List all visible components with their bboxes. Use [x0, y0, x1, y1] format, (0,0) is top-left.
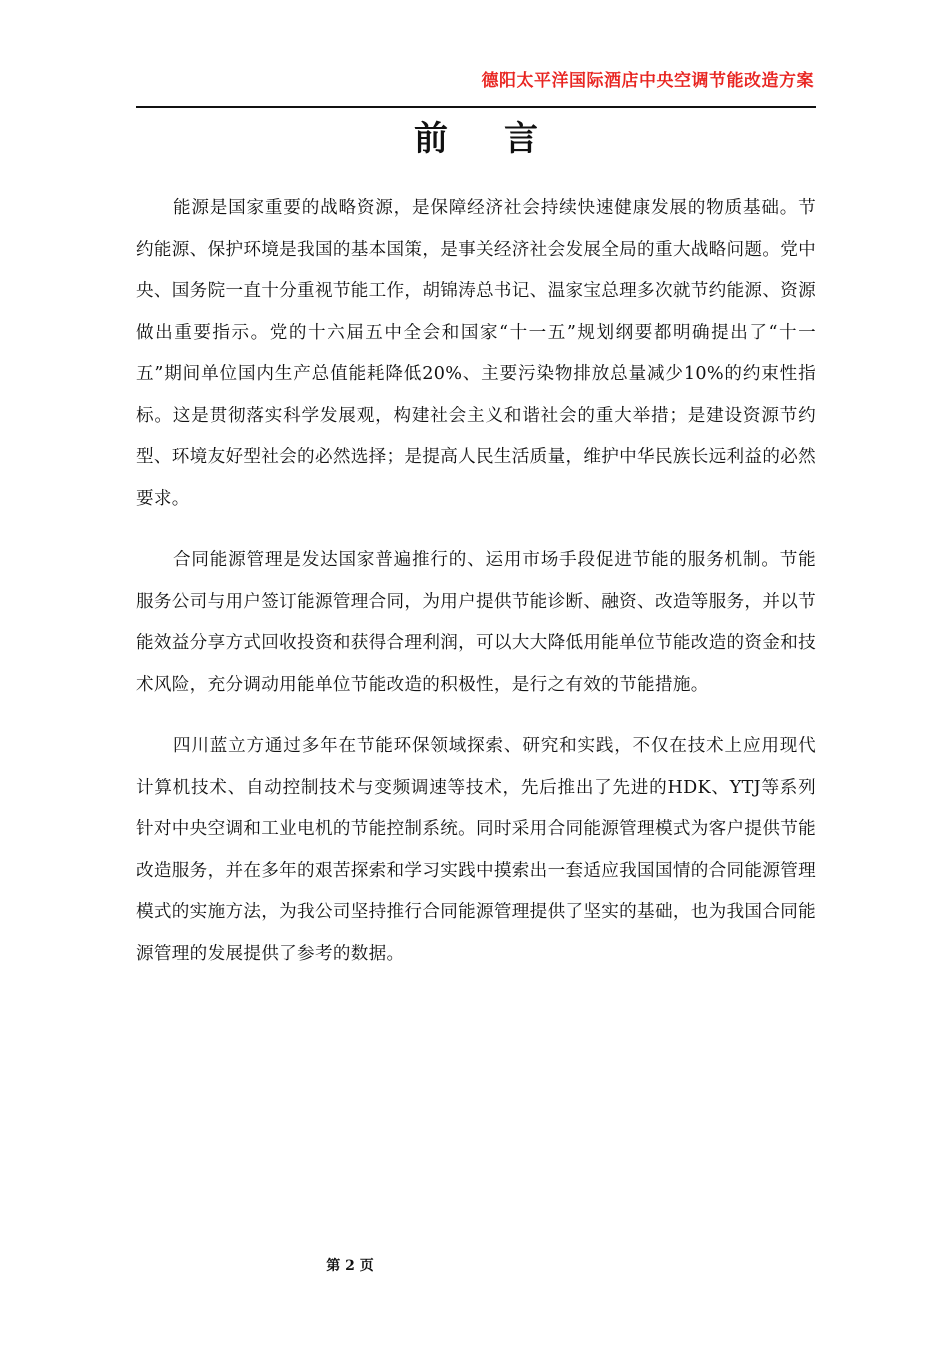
document-title: 前言	[414, 119, 594, 159]
header-title: 德阳太平洋国际酒店中央空调节能改造方案	[481, 71, 814, 91]
paragraph-3: 四川蓝立方通过多年在节能环保领域探索、研究和实践，不仅在技术上应用现代计算机技术、自动控制技术与变频调速等技术，先后推出了先进的HDK、YTJ等系列针对中央空调和工业电机的节能控制系统。同时采用合同能源管理模式为客户提供节能改造服务，并在多年的艰苦探索和学习实践中摸索出一套适应我国国情的合同能源管理模式的实施方法，为我公司坚持推行合同能源管理提供了坚实的基础，也为我国合同能源管理的发展提供了参考的数据。	[136, 736, 816, 964]
paragraph-2: 合同能源管理是发达国家普遍推行的、运用市场手段促进节能的服务机制。节能服务公司与用户签订能源管理合同，为用户提供节能诊断、融资、改造等服务，并以节能效益分享方式回收投资和获得合理利润，可以大大降低用能单位节能改造的资金和技术风险，充分调动用能单位节能改造的积极性，是行之有效的节能措施。	[136, 550, 816, 695]
paragraph-1: 能源是国家重要的战略资源，是保障经济社会持续快速健康发展的物质基础。节约能源、保护环境是我国的基本国策，是事关经济社会发展全局的重大战略问题。党中央、国务院一直十分重视节能工作，胡锦涛总书记、温家宝总理多次就节约能源、资源做出重要指示。党的十六届五中全会和国家“十一五”规划纲要都明确提出了“十一五”期间单位国内生产总值能耗降低20%、主要污染物排放总量减少10%的约束性指标。这是贯彻落实科学发展观，构建社会主义和谐社会的重大举措；是建设资源节约型、环境友好型社会的必然选择；是提高人民生活质量，维护中华民族长远利益的必然要求。	[136, 198, 816, 509]
header-divider	[136, 106, 816, 108]
page-number: 第 2 页	[326, 1258, 374, 1274]
document-body	[136, 188, 816, 995]
